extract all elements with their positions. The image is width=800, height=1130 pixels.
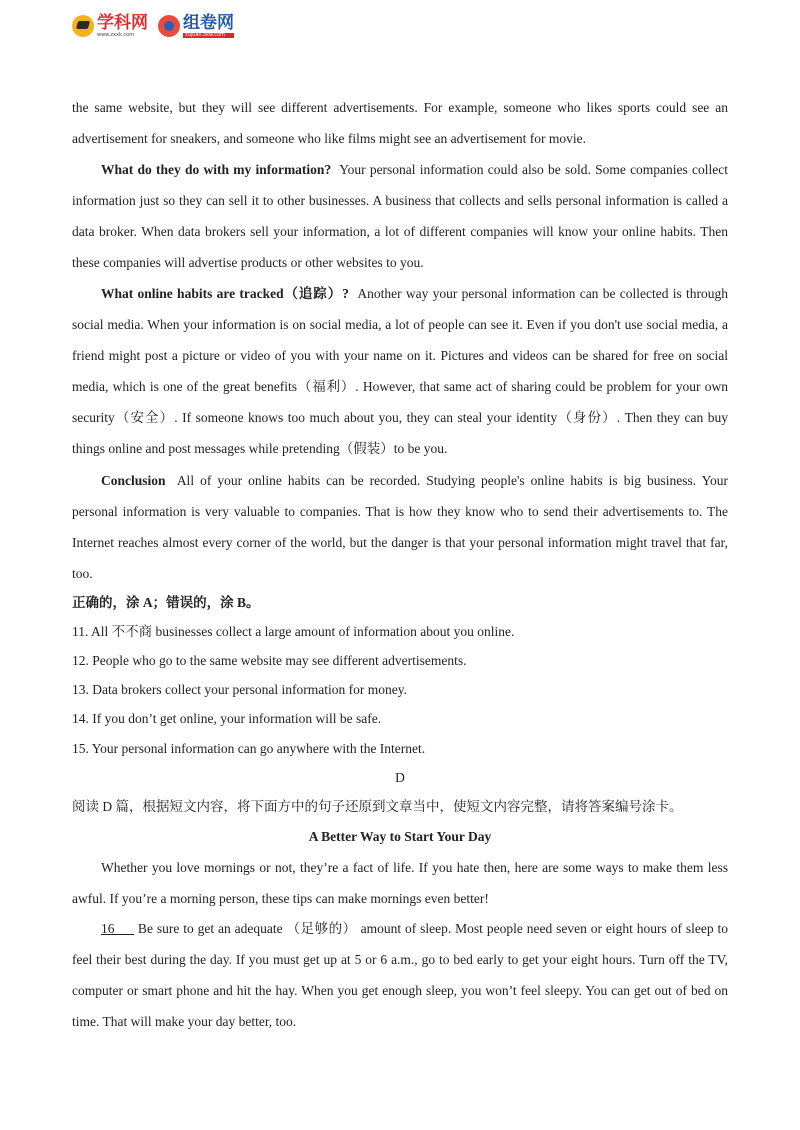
- passage-paragraph-4: [72, 465, 728, 589]
- question-13: 13. Data brokers collect your personal information for money.: [72, 682, 408, 697]
- passage-paragraph-2: [72, 154, 728, 278]
- question-11: 11. All 不不商 businesses collect a large amount of information about you online.: [72, 624, 515, 639]
- section-d-label: D: [395, 770, 405, 785]
- logo2-name: 组卷网: [183, 12, 234, 33]
- section-d-instruction: 阅读 D 篇，根据短文内容，将下面方中的句子还原到文章当中，使短文内容完整，请将答案编号涂卡。: [72, 799, 683, 814]
- passage-d-paragraph-2: [72, 913, 728, 1037]
- zujuanwang-logo: [158, 12, 234, 38]
- paragraph-heading: What online habits are tracked（追踪）?: [101, 286, 349, 301]
- passage-paragraph-3: [72, 278, 728, 464]
- page-header: [72, 10, 234, 42]
- paragraph-heading: Conclusion: [101, 473, 166, 488]
- paragraph-text: All of your online habits can be recorded. Studying people's online habits is big business. Your personal information is very valuable to companies. That is how they know who to send their advertisements to. The Internet reaches almost every corner of the world, but the danger is that your personal information might travel that far, too.: [72, 473, 728, 581]
- logo1-name: 学科网: [97, 12, 148, 33]
- passage-d-paragraph-1: Whether you love mornings or not, they’re a fact of life. If you hate then, here are some ways to make them less awful. If you’re a morning person, these tips can make mornings even better!: [72, 860, 728, 906]
- paragraph-text: Be sure to get an adequate （足够的） amount of sleep. Most people need seven or eight hours of sleep to feel their best during the day. If you must get up at 5 or 6 a.m., go to bed early to get your eight hours. Turn off the TV, computer or smart phone and hit the hay. When you get enough sleep, you won’t feel sleepy. You can get out of bed on time. That will make your day better, too.: [72, 921, 729, 1029]
- mascot-icon: [158, 15, 180, 37]
- paragraph-text: Another way your personal information can be collected is through social media. When your information is on social media, a lot of people can see it. Even if you don't use social media, a friend might post a picture or video of you with your name on it. Pictures and videos can be shared for free on social media, which is one of the great benefits（福利）. However, that same act of sharing could be problem for your own security（安全）. If someone knows too much about you, they can steal your identity（身份）. Then they can buy things online and post messages while pretending（假装）to be you.: [72, 286, 728, 456]
- passage-paragraph-1: the same website, but they will see different advertisements. For example, someone who likes sports could see an advertisement for sneakers, and someone who like films might see an advertisement for movie.: [72, 100, 728, 146]
- paragraph-text: Your personal information could also be sold. Some companies collect information just so they can sell it to other businesses. A business that collects and sells personal information is called a data broker. When data brokers sell your information, a lot of different companies will know your online habits. Then these companies will advertise products or other websites to you.: [72, 162, 729, 270]
- paragraph-heading: What do they do with my information?: [101, 162, 332, 177]
- logo1-url: www.zxxk.com: [97, 31, 135, 38]
- pencil-mascot-icon: [72, 15, 94, 37]
- question-15: 15. Your personal information can go anywhere with the Internet.: [72, 741, 426, 756]
- question-14: 14. If you don’t get online, your information will be safe.: [72, 711, 382, 726]
- xuekewang-logo: [72, 12, 148, 38]
- tf-instruction: 正确的，涂 A；错误的，涂 B。: [72, 595, 260, 610]
- question-12: 12. People who go to the same website may see different advertisements.: [72, 653, 467, 668]
- answer-blank-16: 16: [101, 921, 135, 936]
- logo2-sub: zujuan.xkw.com: [183, 33, 234, 38]
- passage-d-title: A Better Way to Start Your Day: [308, 829, 492, 844]
